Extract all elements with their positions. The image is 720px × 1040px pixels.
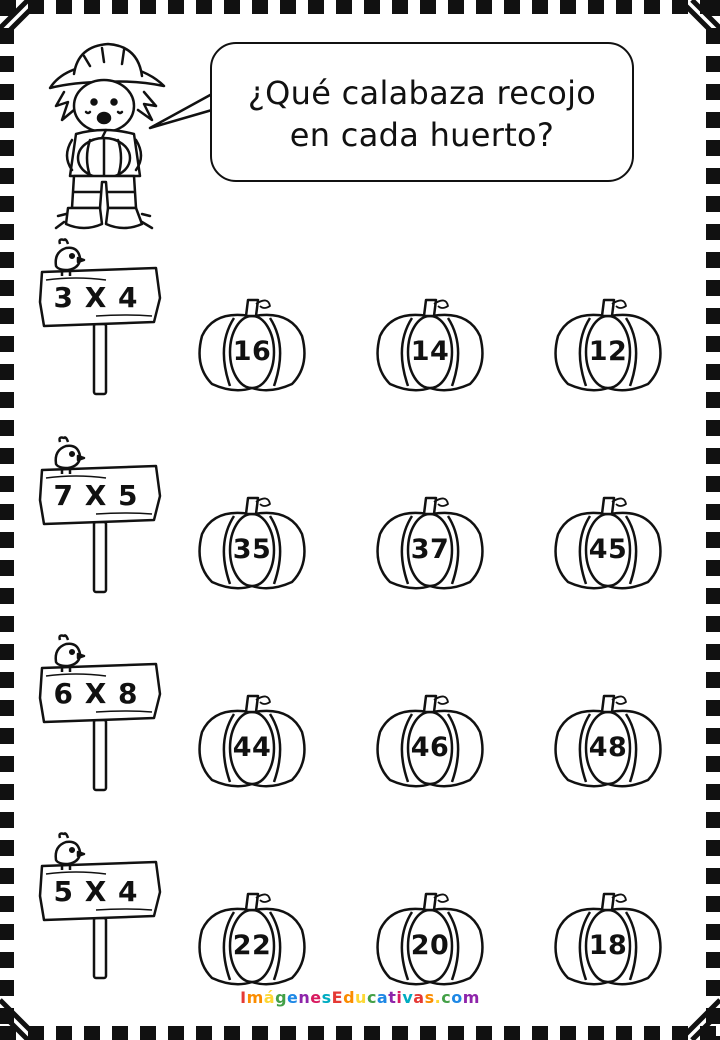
sign-with-bird-illustration <box>36 236 166 396</box>
pumpkin-number: 46 <box>410 732 450 763</box>
exercise-row <box>0 434 720 634</box>
pumpkin-number: 44 <box>232 732 272 763</box>
wooden-sign <box>36 434 166 594</box>
pumpkin-number: 20 <box>410 930 450 961</box>
speech-bubble <box>210 42 634 182</box>
sign-with-bird-illustration <box>36 434 166 594</box>
exercise-row <box>0 236 720 436</box>
pumpkin-number: 37 <box>410 534 450 565</box>
pumpkin-number: 16 <box>232 336 272 367</box>
pumpkin-option[interactable] <box>550 494 666 594</box>
exercise-row <box>0 632 720 832</box>
multiplication-label: 7 X 5 <box>53 479 139 512</box>
pumpkin-number: 45 <box>588 534 628 565</box>
pumpkin-option[interactable] <box>372 494 488 594</box>
wooden-sign <box>36 632 166 792</box>
pumpkin-number: 12 <box>588 336 628 367</box>
pumpkin-option[interactable] <box>194 692 310 792</box>
pumpkin-number: 35 <box>232 534 272 565</box>
pumpkin-number: 14 <box>410 336 450 367</box>
multiplication-label: 5 X 4 <box>53 875 139 908</box>
question-text: ¿Qué calabaza recojo en cada huerto? <box>247 74 597 154</box>
multiplication-label: 6 X 8 <box>53 677 139 710</box>
pumpkin-option[interactable] <box>194 296 310 396</box>
pumpkin-option[interactable] <box>194 494 310 594</box>
pumpkin-option[interactable] <box>372 692 488 792</box>
speech-bubble-tail <box>148 90 214 140</box>
footer-text: ImágenesEducativas.com <box>240 988 480 1007</box>
pumpkin-option[interactable] <box>194 890 310 990</box>
multiplication-label: 3 X 4 <box>53 281 139 314</box>
pumpkin-option[interactable] <box>372 296 488 396</box>
pumpkin-option[interactable] <box>550 692 666 792</box>
pumpkin-option[interactable] <box>550 296 666 396</box>
pumpkin-number: 18 <box>588 930 628 961</box>
wooden-sign <box>36 830 166 990</box>
wooden-sign <box>36 236 166 396</box>
sign-with-bird-illustration <box>36 830 166 990</box>
pumpkin-number: 22 <box>232 930 272 961</box>
sign-with-bird-illustration <box>36 632 166 792</box>
pumpkin-option[interactable] <box>550 890 666 990</box>
pumpkin-option[interactable] <box>372 890 488 990</box>
footer-watermark <box>0 988 720 1007</box>
pumpkin-number: 48 <box>588 732 628 763</box>
